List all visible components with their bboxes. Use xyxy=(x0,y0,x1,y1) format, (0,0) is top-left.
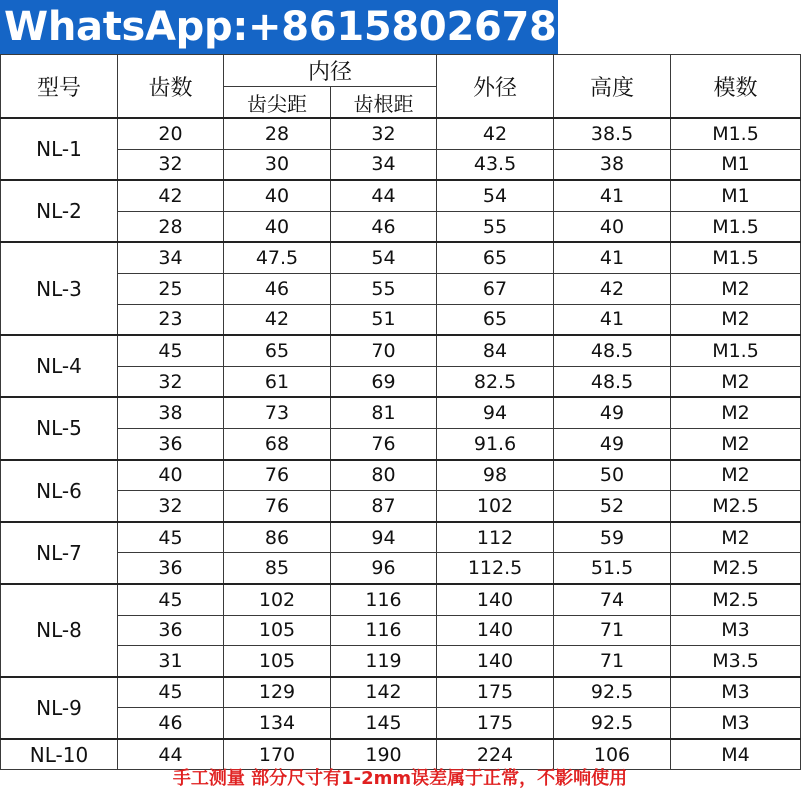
module-cell: M2 xyxy=(671,428,801,459)
teeth-cell: 20 xyxy=(118,118,224,149)
teeth-cell: 45 xyxy=(118,522,224,553)
model-cell: NL-10 xyxy=(1,739,118,770)
table-row xyxy=(1,335,801,366)
tip-distance-cell: 65 xyxy=(224,335,331,366)
tip-distance-cell: 129 xyxy=(224,677,331,708)
table-row xyxy=(1,708,801,739)
table-row xyxy=(1,677,801,708)
model-cell: NL-6 xyxy=(1,460,118,522)
teeth-cell: 36 xyxy=(118,428,224,459)
module-cell: M2 xyxy=(671,522,801,553)
module-cell: M2 xyxy=(671,304,801,335)
module-cell: M2 xyxy=(671,366,801,397)
header-module: 模数 xyxy=(671,55,801,119)
root-distance-cell: 87 xyxy=(331,491,437,522)
measurement-note: 手工测量 部分尺寸有1-2mm误差属于正常，不影响使用 xyxy=(172,768,628,789)
tip-distance-cell: 46 xyxy=(224,273,331,304)
root-distance-cell: 190 xyxy=(331,739,437,770)
root-distance-cell: 51 xyxy=(331,304,437,335)
outer-diameter-cell: 112 xyxy=(437,522,554,553)
height-cell: 52 xyxy=(554,491,671,522)
module-cell: M3.5 xyxy=(671,646,801,677)
outer-diameter-cell: 55 xyxy=(437,211,554,242)
tip-distance-cell: 105 xyxy=(224,615,331,646)
tip-distance-cell: 105 xyxy=(224,646,331,677)
outer-diameter-cell: 91.6 xyxy=(437,428,554,459)
outer-diameter-cell: 102 xyxy=(437,491,554,522)
teeth-cell: 45 xyxy=(118,584,224,615)
root-distance-cell: 34 xyxy=(331,149,437,180)
root-distance-cell: 55 xyxy=(331,273,437,304)
root-distance-cell: 46 xyxy=(331,211,437,242)
header-tip-distance: 齿尖距 xyxy=(224,87,331,119)
module-cell: M2.5 xyxy=(671,491,801,522)
tip-distance-cell: 30 xyxy=(224,149,331,180)
spec-table xyxy=(0,54,801,770)
outer-diameter-cell: 175 xyxy=(437,677,554,708)
tip-distance-cell: 85 xyxy=(224,553,331,584)
model-cell: NL-8 xyxy=(1,584,118,677)
outer-diameter-cell: 67 xyxy=(437,273,554,304)
whatsapp-banner: WhatsApp:+8615802678096 xyxy=(0,0,558,54)
outer-diameter-cell: 42 xyxy=(437,118,554,149)
module-cell: M3 xyxy=(671,615,801,646)
teeth-cell: 25 xyxy=(118,273,224,304)
height-cell: 42 xyxy=(554,273,671,304)
outer-diameter-cell: 140 xyxy=(437,584,554,615)
root-distance-cell: 145 xyxy=(331,708,437,739)
spec-table-body xyxy=(1,118,801,770)
table-row xyxy=(1,211,801,242)
tip-distance-cell: 73 xyxy=(224,397,331,428)
model-cell: NL-1 xyxy=(1,118,118,180)
height-cell: 38 xyxy=(554,149,671,180)
height-cell: 71 xyxy=(554,646,671,677)
tip-distance-cell: 170 xyxy=(224,739,331,770)
height-cell: 59 xyxy=(554,522,671,553)
height-cell: 40 xyxy=(554,211,671,242)
teeth-cell: 46 xyxy=(118,708,224,739)
root-distance-cell: 116 xyxy=(331,615,437,646)
outer-diameter-cell: 112.5 xyxy=(437,553,554,584)
height-cell: 38.5 xyxy=(554,118,671,149)
table-row xyxy=(1,242,801,273)
height-cell: 41 xyxy=(554,242,671,273)
root-distance-cell: 80 xyxy=(331,460,437,491)
height-cell: 49 xyxy=(554,428,671,459)
teeth-cell: 45 xyxy=(118,677,224,708)
teeth-cell: 31 xyxy=(118,646,224,677)
root-distance-cell: 119 xyxy=(331,646,437,677)
table-row xyxy=(1,397,801,428)
outer-diameter-cell: 98 xyxy=(437,460,554,491)
teeth-cell: 42 xyxy=(118,180,224,211)
table-row xyxy=(1,180,801,211)
outer-diameter-cell: 65 xyxy=(437,242,554,273)
tip-distance-cell: 134 xyxy=(224,708,331,739)
tip-distance-cell: 68 xyxy=(224,428,331,459)
tip-distance-cell: 102 xyxy=(224,584,331,615)
root-distance-cell: 54 xyxy=(331,242,437,273)
tip-distance-cell: 47.5 xyxy=(224,242,331,273)
table-row xyxy=(1,491,801,522)
header-outer-diameter: 外径 xyxy=(437,55,554,119)
teeth-cell: 23 xyxy=(118,304,224,335)
tip-distance-cell: 86 xyxy=(224,522,331,553)
header-teeth: 齿数 xyxy=(118,55,224,119)
teeth-cell: 32 xyxy=(118,366,224,397)
teeth-cell: 44 xyxy=(118,739,224,770)
tip-distance-cell: 61 xyxy=(224,366,331,397)
table-row xyxy=(1,646,801,677)
tip-distance-cell: 40 xyxy=(224,211,331,242)
tip-distance-cell: 76 xyxy=(224,460,331,491)
teeth-cell: 36 xyxy=(118,615,224,646)
outer-diameter-cell: 224 xyxy=(437,739,554,770)
module-cell: M1.5 xyxy=(671,335,801,366)
height-cell: 48.5 xyxy=(554,335,671,366)
height-cell: 92.5 xyxy=(554,708,671,739)
table-row xyxy=(1,584,801,615)
module-cell: M2.5 xyxy=(671,553,801,584)
root-distance-cell: 76 xyxy=(331,428,437,459)
module-cell: M1 xyxy=(671,149,801,180)
module-cell: M1 xyxy=(671,180,801,211)
outer-diameter-cell: 140 xyxy=(437,615,554,646)
root-distance-cell: 69 xyxy=(331,366,437,397)
outer-diameter-cell: 84 xyxy=(437,335,554,366)
root-distance-cell: 70 xyxy=(331,335,437,366)
module-cell: M1.5 xyxy=(671,118,801,149)
height-cell: 41 xyxy=(554,304,671,335)
teeth-cell: 36 xyxy=(118,553,224,584)
height-cell: 49 xyxy=(554,397,671,428)
root-distance-cell: 44 xyxy=(331,180,437,211)
model-cell: NL-5 xyxy=(1,397,118,459)
tip-distance-cell: 28 xyxy=(224,118,331,149)
module-cell: M3 xyxy=(671,708,801,739)
module-cell: M2.5 xyxy=(671,584,801,615)
module-cell: M2 xyxy=(671,460,801,491)
root-distance-cell: 32 xyxy=(331,118,437,149)
height-cell: 74 xyxy=(554,584,671,615)
teeth-cell: 45 xyxy=(118,335,224,366)
teeth-cell: 32 xyxy=(118,149,224,180)
table-row xyxy=(1,522,801,553)
header-height: 高度 xyxy=(554,55,671,119)
height-cell: 51.5 xyxy=(554,553,671,584)
outer-diameter-cell: 140 xyxy=(437,646,554,677)
outer-diameter-cell: 82.5 xyxy=(437,366,554,397)
module-cell: M2 xyxy=(671,397,801,428)
header-inner-diameter: 内径 xyxy=(224,55,437,87)
model-cell: NL-3 xyxy=(1,242,118,335)
table-row xyxy=(1,273,801,304)
teeth-cell: 34 xyxy=(118,242,224,273)
model-cell: NL-4 xyxy=(1,335,118,397)
table-row xyxy=(1,460,801,491)
tip-distance-cell: 76 xyxy=(224,491,331,522)
teeth-cell: 28 xyxy=(118,211,224,242)
table-row xyxy=(1,553,801,584)
height-cell: 106 xyxy=(554,739,671,770)
table-row xyxy=(1,615,801,646)
tip-distance-cell: 40 xyxy=(224,180,331,211)
outer-diameter-cell: 94 xyxy=(437,397,554,428)
outer-diameter-cell: 175 xyxy=(437,708,554,739)
table-row xyxy=(1,118,801,149)
outer-diameter-cell: 54 xyxy=(437,180,554,211)
outer-diameter-cell: 65 xyxy=(437,304,554,335)
root-distance-cell: 116 xyxy=(331,584,437,615)
module-cell: M2 xyxy=(671,273,801,304)
header-model: 型号 xyxy=(1,55,118,119)
model-cell: NL-7 xyxy=(1,522,118,584)
module-cell: M1.5 xyxy=(671,211,801,242)
root-distance-cell: 94 xyxy=(331,522,437,553)
outer-diameter-cell: 43.5 xyxy=(437,149,554,180)
header-root-distance: 齿根距 xyxy=(331,87,437,119)
module-cell: M1.5 xyxy=(671,242,801,273)
height-cell: 50 xyxy=(554,460,671,491)
root-distance-cell: 81 xyxy=(331,397,437,428)
teeth-cell: 40 xyxy=(118,460,224,491)
root-distance-cell: 96 xyxy=(331,553,437,584)
table-row xyxy=(1,366,801,397)
table-row xyxy=(1,428,801,459)
model-cell: NL-9 xyxy=(1,677,118,739)
height-cell: 92.5 xyxy=(554,677,671,708)
teeth-cell: 38 xyxy=(118,397,224,428)
module-cell: M4 xyxy=(671,739,801,770)
table-row xyxy=(1,304,801,335)
height-cell: 71 xyxy=(554,615,671,646)
model-cell: NL-2 xyxy=(1,180,118,242)
tip-distance-cell: 42 xyxy=(224,304,331,335)
height-cell: 41 xyxy=(554,180,671,211)
teeth-cell: 32 xyxy=(118,491,224,522)
root-distance-cell: 142 xyxy=(331,677,437,708)
module-cell: M3 xyxy=(671,677,801,708)
height-cell: 48.5 xyxy=(554,366,671,397)
table-row xyxy=(1,149,801,180)
